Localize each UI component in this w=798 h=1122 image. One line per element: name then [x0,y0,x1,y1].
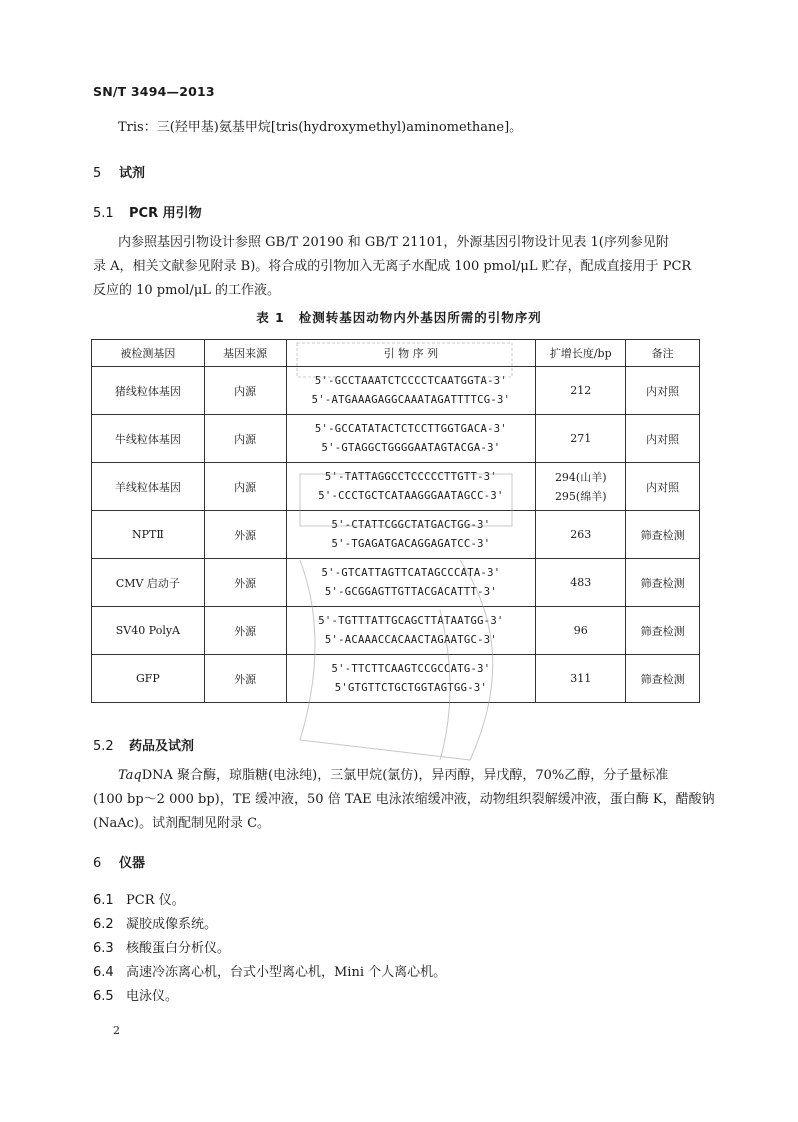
reverse-primer: 5'-CCCTGCTCATAAGGGAATAGCC-3' [318,489,504,502]
list-item [93,889,446,913]
section-title: 试剂 [119,166,146,181]
reverse-primer: 5'-ACAAACCACAACTAGAATGC-3' [324,633,498,646]
header-primer: 引 物 序 列 [286,340,536,367]
amplicon-length: 483 [570,576,592,589]
primer-table [91,339,700,703]
amplicon-length: 271 [570,432,592,445]
note-cell: 筛查检测 [626,511,700,559]
table-row [92,511,700,559]
paragraph-line: 反应的 10 pmol/μL 的工作液。 [93,283,281,298]
forward-primer: 5'-TTCTTCAAGTCCGCCATG-3' [331,662,491,675]
forward-primer: 5'-GTCATTAGTTCATAGCCCATA-3' [321,566,501,579]
item-number: 6.4 [93,965,114,980]
note-cell: 筛查检测 [626,607,700,655]
primer-cell [286,463,536,511]
paragraph-line: (100 bp～2 000 bp)，TE 缓冲液，50 倍 TAE 电泳浓缩缓冲液，动物组织裂解缓冲液，蛋白酶 K，醋酸钠 [93,792,715,807]
section-title: 仪器 [119,856,146,871]
document-code-header: SN/T 3494—2013 [93,84,215,99]
gene-cell: NPTⅡ [92,511,205,559]
section-number: 6 [93,856,102,871]
reagent-list-part1: DNA 聚合酶，琼脂糖(电泳纯)，三氯甲烷(氯仿)，异丙醇，异戊醇，70%乙醇，分子量标准 [141,768,669,783]
gene-cell: 羊线粒体基因 [92,463,205,511]
list-item [93,937,446,961]
list-item [93,985,446,1009]
table-header-row [92,340,700,367]
primer-cell [286,415,536,463]
item-text: PCR 仪。 [126,893,185,908]
section-6-heading [93,852,145,871]
section-number: 5.2 [93,739,114,754]
gene-cell: GFP [92,655,205,703]
table-row [92,463,700,511]
source-cell: 外源 [204,559,286,607]
length-cell [536,607,626,655]
instrument-list [93,889,446,1009]
gene-cell: SV40 PolyA [92,607,205,655]
gene-cell: 牛线粒体基因 [92,415,205,463]
length-cell [536,655,626,703]
table-row [92,367,700,415]
section-number: 5 [93,166,102,181]
table-label: 表 1 [256,310,285,325]
list-item [93,913,446,937]
item-text: 核酸蛋白分析仪。 [126,941,231,956]
length-cell [536,415,626,463]
reverse-primer: 5'-ATGAAAGAGGCAAATAGATTTTCG-3' [311,393,511,406]
header-note: 备注 [626,340,700,367]
page-number: 2 [113,1024,120,1037]
table-row [92,655,700,703]
paragraph-line: 录 A，相关文献参见附录 B)。将合成的引物加入无离子水配成 100 pmol/μL 贮存，配成直接用于 PCR [93,259,692,274]
forward-primer: 5'-TGTTTATTGCAGCTTATAATGG-3' [318,614,504,627]
primer-cell [286,559,536,607]
note-cell: 筛查检测 [626,655,700,703]
item-number: 6.5 [93,989,114,1004]
primer-cell [286,511,536,559]
paragraph-line [118,764,668,788]
reverse-primer: 5'-GTAGGCTGGGGAATAGTACGA-3' [321,441,501,454]
amplicon-length-goat: 294(山羊) [554,470,607,484]
reverse-primer: 5'GTGTTCTGCTGGTAGTGG-3' [334,681,488,694]
table-row [92,559,700,607]
table-row [92,415,700,463]
list-item [93,961,446,985]
paragraph-line: 内参照基因引物设计参照 GB/T 20190 和 GB/T 21101，外源基因引物设计见表 1(序列参见附 [118,235,669,250]
section-5-1-heading [93,202,202,221]
item-number: 6.2 [93,917,114,932]
item-text: 高速冷冻离心机，台式小型离心机，Mini 个人离心机。 [126,965,447,980]
amplicon-length: 96 [573,624,588,637]
length-cell [536,511,626,559]
header-source: 基因来源 [204,340,286,367]
amplicon-length: 311 [570,672,592,685]
note-cell: 内对照 [626,367,700,415]
primer-cell [286,607,536,655]
amplicon-length: 212 [570,384,592,397]
item-number: 6.1 [93,893,114,908]
source-cell: 内源 [204,367,286,415]
source-cell: 内源 [204,463,286,511]
table-caption: 检测转基因动物内外基因所需的引物序列 [298,310,542,325]
length-cell [536,463,626,511]
section-5-2-heading [93,735,194,754]
item-number: 6.3 [93,941,114,956]
item-text: 凝胶成像系统。 [126,917,218,932]
header-gene: 被检测基因 [92,340,205,367]
length-cell [536,559,626,607]
note-cell: 筛查检测 [626,559,700,607]
source-cell: 内源 [204,415,286,463]
section-5-heading [93,162,145,181]
source-cell: 外源 [204,607,286,655]
header-length: 扩增长度/bp [536,340,626,367]
tris-definition: Tris：三(羟甲基)氨基甲烷[tris(hydroxymethyl)aminomethane]。 [118,120,523,135]
forward-primer: 5'-CTATTCGGCTATGACTGG-3' [331,518,491,531]
section-title: 药品及试剂 [129,739,195,754]
source-cell: 外源 [204,511,286,559]
gene-cell: CMV 启动子 [92,559,205,607]
primer-cell [286,655,536,703]
amplicon-length-sheep: 295(绵羊) [554,489,607,503]
length-cell [536,367,626,415]
forward-primer: 5'-GCCATATACTCTCCTTGGTGACA-3' [314,422,507,435]
item-text: 电泳仪。 [126,989,179,1004]
gene-cell: 猪线粒体基因 [92,367,205,415]
amplicon-length: 263 [570,528,592,541]
primer-cell [286,367,536,415]
table-title [0,308,798,326]
reverse-primer: 5'-TGAGATGACAGGAGATCC-3' [331,537,491,550]
taq-italic: Taq [118,768,142,783]
table-row [92,607,700,655]
section-title: PCR 用引物 [129,206,202,221]
source-cell: 外源 [204,655,286,703]
forward-primer: 5'-TATTAGGCCTCCCCCTTGTT-3' [324,470,498,483]
section-number: 5.1 [93,206,114,221]
note-cell: 内对照 [626,415,700,463]
paragraph-line: (NaAc)。试剂配制见附录 C。 [93,816,271,831]
reverse-primer: 5'-GCGGAGTTGTTACGACATTT-3' [324,585,498,598]
forward-primer: 5'-GCCTAAATCTCCCCTCAATGGTA-3' [314,374,507,387]
note-cell: 内对照 [626,463,700,511]
